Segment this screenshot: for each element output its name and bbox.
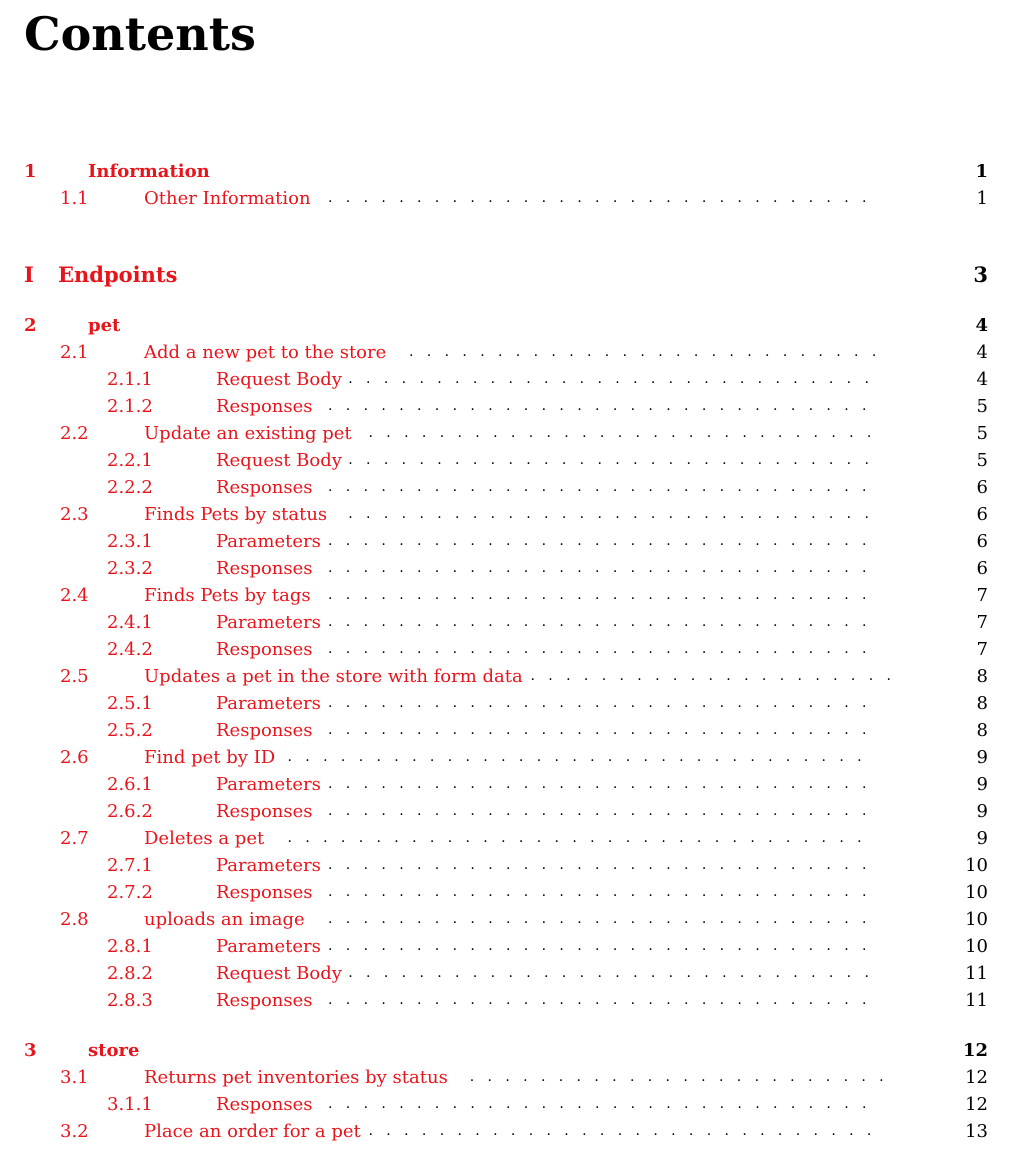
dot-leader: . . . . . . . . . . . . . . . . . . . . . . . . . . . . . xyxy=(368,1123,885,1139)
toc-entry-subsection[interactable] xyxy=(0,393,1020,420)
dot-leader: . . . . . . . . . . . . . . . . . . . . . . . . . . . . . xyxy=(368,425,885,441)
toc-entry-title[interactable]: Responses xyxy=(216,639,313,660)
toc-entry-subsection[interactable] xyxy=(0,690,1020,717)
toc-entry-page-number: 10 xyxy=(965,936,988,957)
toc-entry-title[interactable]: Finds Pets by tags xyxy=(144,585,311,606)
toc-entry-page-number: 12 xyxy=(965,1067,988,1088)
toc-entry-subsection[interactable] xyxy=(0,879,1020,906)
toc-entry-page-number: 9 xyxy=(976,828,988,849)
toc-entry-number[interactable]: 2.1.1 xyxy=(107,369,153,390)
toc-entry-page-number: 5 xyxy=(976,396,988,417)
toc-entry-title[interactable]: Request Body xyxy=(216,963,342,984)
toc-entry-subsection[interactable] xyxy=(0,798,1020,825)
dot-leader: . . . . . . . . . . . . . . . . . . . . . . . . . . . . . . . xyxy=(328,857,880,873)
toc-entry-number[interactable]: 2.8 xyxy=(60,909,89,930)
toc-entry-subsection[interactable] xyxy=(0,474,1020,501)
toc-entry-number[interactable]: 1.1 xyxy=(60,188,89,209)
toc-entry-page-number: 10 xyxy=(965,882,988,903)
toc-entry-title[interactable]: Parameters xyxy=(216,531,321,552)
toc-entry-page-number: 1 xyxy=(976,188,988,209)
dot-leader: . . . . . . . . . . . . . . . . . . . . . . . . . . . . . . . xyxy=(328,776,880,792)
toc-entry-page-number: 7 xyxy=(976,639,988,660)
toc-entry-number[interactable]: 3.1 xyxy=(60,1067,89,1088)
toc-entry-number[interactable]: 2.4 xyxy=(60,585,89,606)
dot-leader: . . . . . . . . . . . . . . . . . . . . . . . . . . . . . . . . . xyxy=(287,830,875,846)
dot-leader: . . . . . . . . . . . . . . . . . . . . . . . . . . . . . . . xyxy=(328,641,880,657)
toc-entry-page-number: 7 xyxy=(976,585,988,606)
toc-entry-title[interactable]: Parameters xyxy=(216,936,321,957)
dot-leader: . . . . . . . . . . . . . . . . . . . . . . . . . . . xyxy=(409,344,890,360)
toc-entry-section[interactable] xyxy=(0,825,1020,852)
toc-entry-title[interactable]: Request Body xyxy=(216,369,342,390)
toc-entry-title[interactable]: Find pet by ID xyxy=(144,747,276,768)
toc-entry-number[interactable]: 3 xyxy=(24,1040,37,1061)
dot-leader: . . . . . . . . . . . . . . . . . . . . . . . . . . . . . . . xyxy=(328,722,880,738)
toc-entry-number[interactable]: 2.4.1 xyxy=(107,612,153,633)
toc-entry-page-number: 11 xyxy=(965,963,988,984)
toc-entry-title[interactable]: Responses xyxy=(216,990,313,1011)
toc-entry-title[interactable]: Other Information xyxy=(144,188,311,209)
toc-entry-page-number: 4 xyxy=(976,369,988,390)
toc-entry-number[interactable]: 2.3.1 xyxy=(107,531,153,552)
toc-entry-title[interactable]: Updates a pet in the store with form data xyxy=(144,666,523,687)
toc-entry-page-number: 5 xyxy=(976,450,988,471)
toc-entry-title[interactable]: Responses xyxy=(216,882,313,903)
toc-entry-subsection[interactable] xyxy=(0,960,1020,987)
dot-leader: . . . . . . . . . . . . . . . . . . . . . . . . . . . . . . xyxy=(348,371,883,387)
toc-entry-number[interactable]: 2.8.3 xyxy=(107,990,153,1011)
toc-entry-page-number: 3 xyxy=(973,262,988,287)
toc-entry-number[interactable]: 1 xyxy=(24,161,37,182)
toc-entry-chapter[interactable] xyxy=(0,158,1020,185)
toc-entry-page-number: 8 xyxy=(976,693,988,714)
toc-entry-section[interactable] xyxy=(0,420,1020,447)
toc-entry-number[interactable]: 2 xyxy=(24,315,37,336)
toc-entry-section[interactable] xyxy=(0,501,1020,528)
toc-entry-title[interactable]: pet xyxy=(88,315,121,336)
toc-entry-number[interactable]: 2.7.1 xyxy=(107,855,153,876)
toc-entry-title[interactable]: Parameters xyxy=(216,612,321,633)
dot-leader: . . . . . . . . . . . . . . . . . . . . . . . . . . . . . . xyxy=(348,506,883,522)
toc-entry-number[interactable]: 2.1.2 xyxy=(107,396,153,417)
toc-entry-page-number: 4 xyxy=(976,342,988,363)
toc-entry-page-number: 7 xyxy=(976,612,988,633)
toc-entry-page-number: 9 xyxy=(976,747,988,768)
toc-entry-title[interactable]: Finds Pets by status xyxy=(144,504,328,525)
toc-entry-number[interactable]: 2.6 xyxy=(60,747,89,768)
toc-entry-number[interactable]: 3.2 xyxy=(60,1121,89,1142)
dot-leader: . . . . . . . . . . . . . . . . . . . . . xyxy=(530,668,905,684)
toc-entry-title[interactable]: Responses xyxy=(216,477,313,498)
dot-leader: . . . . . . . . . . . . . . . . . . . . . . . . . . . . . . . xyxy=(328,1096,880,1112)
toc-entry-subsection[interactable] xyxy=(0,609,1020,636)
toc-entry-number[interactable]: 3.1.1 xyxy=(107,1094,153,1115)
toc-entry-title[interactable]: Deletes a pet xyxy=(144,828,265,849)
dot-leader: . . . . . . . . . . . . . . . . . . . . . . . . . . . . . . . xyxy=(328,695,880,711)
dot-leader: . . . . . . . . . . . . . . . . . . . . . . . . . . . . . . . xyxy=(328,190,880,206)
toc-entry-title[interactable]: Responses xyxy=(216,801,313,822)
toc-entry-section[interactable] xyxy=(0,906,1020,933)
toc-entry-number[interactable]: 2.3.2 xyxy=(107,558,153,579)
toc-entry-page-number: 4 xyxy=(975,315,988,336)
toc-entry-section[interactable] xyxy=(0,185,1020,212)
toc-entry-page-number: 8 xyxy=(976,720,988,741)
dot-leader: . . . . . . . . . . . . . . . . . . . . . . . . . . . . . . . xyxy=(328,533,880,549)
toc-entry-subsection[interactable] xyxy=(0,1091,1020,1118)
dot-leader: . . . . . . . . . . . . . . . . . . . . . . . . . . . . . . . xyxy=(328,398,880,414)
toc-entry-number[interactable]: 2.8.2 xyxy=(107,963,153,984)
dot-leader: . . . . . . . . . . . . . . . . . . . . . . . . . . . . . . . xyxy=(328,614,880,630)
dot-leader: . . . . . . . . . . . . . . . . . . . . . . . . . . . . . . . . . xyxy=(287,749,875,765)
toc-entry-number[interactable]: 2.6.1 xyxy=(107,774,153,795)
toc-entry-section[interactable] xyxy=(0,582,1020,609)
toc-entry-title[interactable]: store xyxy=(88,1040,140,1061)
toc-entry-section[interactable] xyxy=(0,1118,1020,1145)
toc-entry-number[interactable]: 2.8.1 xyxy=(107,936,153,957)
toc-entry-title[interactable]: Parameters xyxy=(216,774,321,795)
dot-leader: . . . . . . . . . . . . . . . . . . . . . . . . xyxy=(469,1069,897,1085)
toc-entry-page-number: 8 xyxy=(976,666,988,687)
toc-entry-subsection[interactable] xyxy=(0,987,1020,1014)
toc-entry-chapter[interactable] xyxy=(0,312,1020,339)
toc-entry-page-number: 6 xyxy=(976,558,988,579)
toc-entry-subsection[interactable] xyxy=(0,771,1020,798)
toc-entry-page-number: 6 xyxy=(976,477,988,498)
toc-entry-subsection[interactable] xyxy=(0,528,1020,555)
toc-entry-page-number: 5 xyxy=(976,423,988,444)
dot-leader: . . . . . . . . . . . . . . . . . . . . . . . . . . . . . . . xyxy=(328,884,880,900)
dot-leader: . . . . . . . . . . . . . . . . . . . . . . . . . . . . . . . xyxy=(328,587,880,603)
toc-entry-title[interactable]: Update an existing pet xyxy=(144,423,352,444)
toc-entry-number[interactable]: 2.4.2 xyxy=(107,639,153,660)
dot-leader: . . . . . . . . . . . . . . . . . . . . . . . . . . . . . . xyxy=(348,452,883,468)
toc-entry-subsection[interactable] xyxy=(0,636,1020,663)
toc-entry-page-number: 10 xyxy=(965,909,988,930)
toc-entry-title[interactable]: Returns pet inventories by status xyxy=(144,1067,448,1088)
toc-entry-title[interactable]: Add a new pet to the store xyxy=(144,342,387,363)
toc-entry-page-number: 6 xyxy=(976,531,988,552)
toc-entry-number[interactable]: 2.7.2 xyxy=(107,882,153,903)
toc-entry-number[interactable]: 2.2 xyxy=(60,423,89,444)
toc-entry-title[interactable]: Endpoints xyxy=(58,262,178,287)
toc-entry-number[interactable]: 2.2.1 xyxy=(107,450,153,471)
toc-entry-subsection[interactable] xyxy=(0,366,1020,393)
toc-entry-number[interactable]: 2.5.2 xyxy=(107,720,153,741)
toc-entry-subsection[interactable] xyxy=(0,447,1020,474)
toc-entry-title[interactable]: Place an order for a pet xyxy=(144,1121,361,1142)
toc-entry-number[interactable]: 2.5 xyxy=(60,666,89,687)
dot-leader: . . . . . . . . . . . . . . . . . . . . . . . . . . . . . . . xyxy=(328,911,880,927)
toc-entry-page-number: 6 xyxy=(976,504,988,525)
toc-entry-title[interactable]: Responses xyxy=(216,1094,313,1115)
toc-entry-number[interactable]: 2.5.1 xyxy=(107,693,153,714)
toc-entry-title[interactable]: Responses xyxy=(216,558,313,579)
toc-entry-number[interactable]: 2.3 xyxy=(60,504,89,525)
toc-entry-section[interactable] xyxy=(0,339,1020,366)
dot-leader: . . . . . . . . . . . . . . . . . . . . . . . . . . . . . . . xyxy=(328,560,880,576)
toc-entry-title[interactable]: Responses xyxy=(216,720,313,741)
toc-entry-title[interactable]: Request Body xyxy=(216,450,342,471)
toc-entry-title[interactable]: Parameters xyxy=(216,693,321,714)
toc-entry-page-number: 9 xyxy=(976,774,988,795)
toc-entry-number[interactable]: 2.2.2 xyxy=(107,477,153,498)
toc-entry-title[interactable]: Responses xyxy=(216,396,313,417)
toc-entry-page-number: 9 xyxy=(976,801,988,822)
toc-entry-section[interactable] xyxy=(0,744,1020,771)
toc-entry-number[interactable]: I xyxy=(24,262,34,287)
toc-entry-page-number: 12 xyxy=(962,1040,988,1061)
dot-leader: . . . . . . . . . . . . . . . . . . . . . . . . . . . . . . . xyxy=(328,479,880,495)
dot-leader: . . . . . . . . . . . . . . . . . . . . . . . . . . . . . . . xyxy=(328,938,880,954)
toc-entry-page-number: 13 xyxy=(965,1121,988,1142)
toc-entry-subsection[interactable] xyxy=(0,717,1020,744)
toc-entry-number[interactable]: 2.1 xyxy=(60,342,89,363)
toc-entry-page-number: 12 xyxy=(965,1094,988,1115)
toc-entry-subsection[interactable] xyxy=(0,933,1020,960)
toc-entry-chapter[interactable] xyxy=(0,1037,1020,1064)
toc-entry-section[interactable] xyxy=(0,1064,1020,1091)
toc-entry-subsection[interactable] xyxy=(0,555,1020,582)
toc-entry-title[interactable]: uploads an image xyxy=(144,909,305,930)
toc-entry-page-number: 10 xyxy=(965,855,988,876)
toc-entry-subsection[interactable] xyxy=(0,852,1020,879)
page-title: Contents xyxy=(24,7,256,61)
toc-entry-number[interactable]: 2.6.2 xyxy=(107,801,153,822)
dot-leader: . . . . . . . . . . . . . . . . . . . . . . . . . . . . . . . xyxy=(328,803,880,819)
toc-entry-title[interactable]: Parameters xyxy=(216,855,321,876)
toc-entry-title[interactable]: Information xyxy=(88,161,210,182)
toc-entry-page-number: 1 xyxy=(975,161,988,182)
toc-entry-number[interactable]: 2.7 xyxy=(60,828,89,849)
toc-entry-section[interactable] xyxy=(0,663,1020,690)
dot-leader: . . . . . . . . . . . . . . . . . . . . . . . . . . . . . . . xyxy=(328,992,880,1008)
dot-leader: . . . . . . . . . . . . . . . . . . . . . . . . . . . . . . xyxy=(348,965,883,981)
toc-entry-part[interactable] xyxy=(0,261,1020,288)
toc-entry-page-number: 11 xyxy=(965,990,988,1011)
